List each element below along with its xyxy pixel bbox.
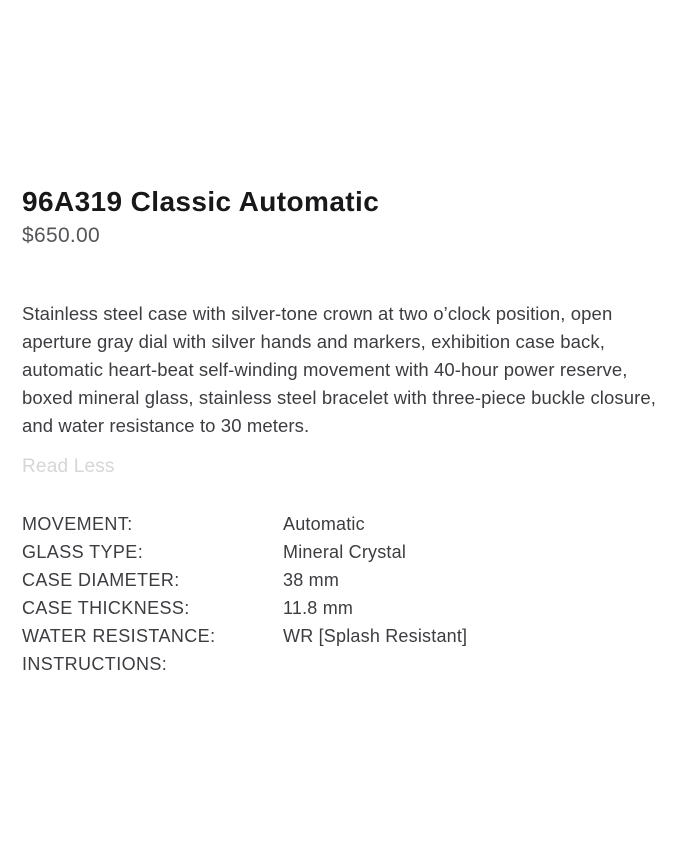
spec-label: CASE THICKNESS:: [22, 598, 190, 619]
spec-label: GLASS TYPE:: [22, 542, 144, 563]
spec-value: Mineral Crystal: [283, 542, 407, 563]
spec-label: CASE DIAMETER:: [22, 570, 180, 591]
spec-row: [22, 650, 672, 678]
spec-value: 38 mm: [283, 570, 340, 591]
spec-value: WR [Splash Resistant]: [283, 626, 468, 647]
product-price: $650.00: [22, 224, 101, 248]
spec-row: [22, 510, 672, 538]
spec-row: [22, 622, 672, 650]
spec-row: [22, 538, 672, 566]
spec-row: [22, 594, 672, 622]
spec-value: Automatic: [283, 514, 365, 535]
specs-table: [22, 510, 672, 678]
product-title: 96A319 Classic Automatic: [22, 186, 380, 217]
spec-label: WATER RESISTANCE:: [22, 626, 216, 647]
spec-value: 11.8 mm: [283, 598, 354, 619]
spec-row: [22, 566, 672, 594]
product-description: Stainless steel case with silver-tone crown at two o’clock position, open aperture gray dial with silver hands and markers, exhibition case back, automatic heart-beat self-winding movement with 40-hour power reserve, boxed mineral glass, stainless steel bracelet with three-piece buckle closure, and water resistance to 30 meters.: [22, 303, 657, 437]
spec-label: INSTRUCTIONS:: [22, 654, 168, 675]
read-less-link[interactable]: Read Less: [22, 456, 115, 478]
spec-label: MOVEMENT:: [22, 514, 133, 535]
